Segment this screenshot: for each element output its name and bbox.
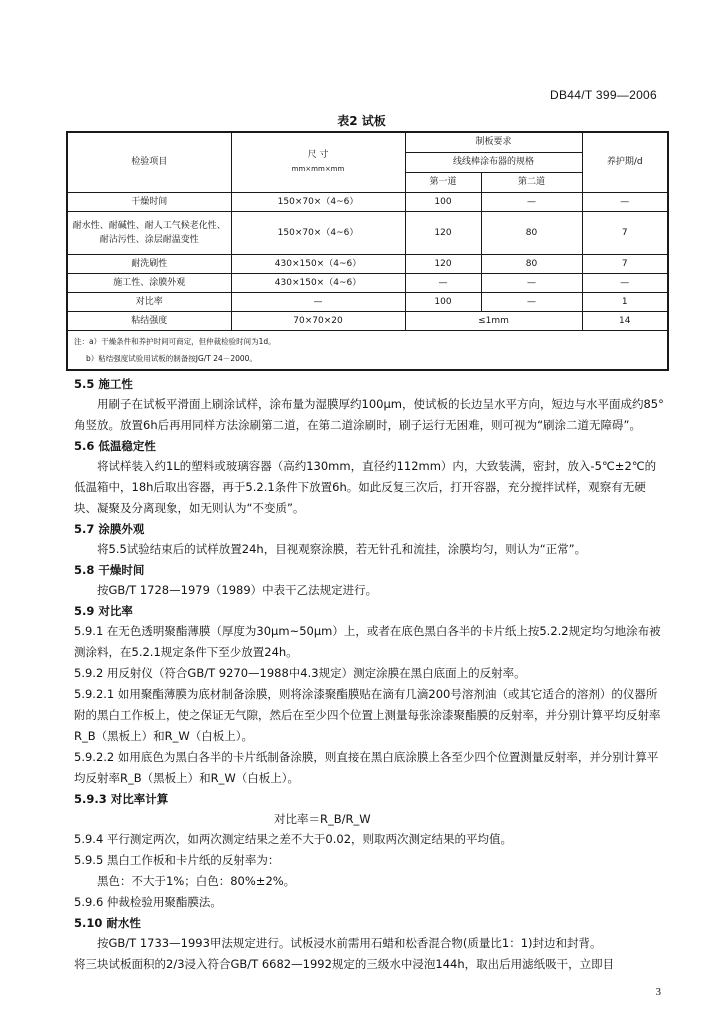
- page-number: 3: [655, 986, 661, 998]
- row-size: 430×150×（4~6）: [231, 273, 405, 292]
- section-heading: 5.8 干燥时间: [74, 563, 145, 577]
- row-item: 施工性、涂膜外观: [67, 273, 231, 292]
- table-header-row: [67, 132, 668, 152]
- section-heading: 5.9.3 对比率计算: [74, 792, 169, 806]
- row-cure: 7: [582, 211, 668, 254]
- body-text: [74, 374, 667, 975]
- row-size: 150×70×（4~6）: [231, 192, 405, 211]
- clause: 5.9.4 平行测定两次，如两次测定结果之差不大于0.02，则取两次测定结果的平均值。: [74, 832, 513, 846]
- table-row: [67, 192, 668, 211]
- row-second-coat: 80: [481, 254, 582, 273]
- table-row: [67, 254, 668, 273]
- section-heading: 5.9 对比率: [74, 604, 133, 618]
- row-prep-merged: ≤1mm: [405, 311, 582, 330]
- clause: 5.9.2.2 如用底色为黑白各半的卡片纸制备涂膜，则直接在黑白底涂膜上各至少四个位置测量反射率，并分别计算平均反射率R_B（黑板上）和R_W（白板上）。: [74, 750, 659, 785]
- header-first-coat: 第一道: [405, 172, 481, 192]
- row-cure: —: [582, 273, 668, 292]
- row-second-coat: 80: [481, 211, 582, 254]
- paragraph: 按GB/T 1733—1993甲法规定进行。试板浸水前需用石蜡和松香混合物(质量比1：1)封边和封背。: [97, 936, 602, 950]
- document-number: DB44/T 399—2006: [549, 88, 657, 102]
- row-item: 对比率: [67, 292, 231, 311]
- section-heading: 5.6 低温稳定性: [74, 439, 156, 453]
- row-first-coat: 100: [405, 192, 481, 211]
- table-note: b）粘结强度试验用试板的制备按JG/T 24－2000。: [86, 353, 257, 363]
- section-heading: 5.5 施工性: [74, 377, 133, 391]
- row-size: 430×150×（4~6）: [231, 254, 405, 273]
- row-cure: 7: [582, 254, 668, 273]
- paragraph: 黑色：不大于1%；白色：80%±2%。: [97, 874, 296, 888]
- header-cure: 养护期/d: [582, 132, 668, 192]
- table-title: 表2 试板: [337, 114, 386, 128]
- row-second-coat: —: [481, 292, 582, 311]
- table-note: 注：a）干燥条件和养护时间可商定，但仲裁检验时间为1d。: [74, 336, 276, 346]
- row-cure: —: [582, 192, 668, 211]
- row-first-coat: 120: [405, 254, 481, 273]
- clause: 5.9.1 在无色透明聚酯薄膜（厚度为30μm~50μm）上，或者在底色黑白各半的卡片纸上按5.2.2规定均匀地涂布被测涂料，在5.2.1规定条件下至少放置24h。: [74, 624, 661, 659]
- table-row: [67, 211, 668, 254]
- test-panel-table: [66, 131, 669, 371]
- row-item: 耐水性、耐碱性、耐人工气候老化性、耐沾污性、涂层耐温变性: [67, 211, 231, 254]
- table-notes-row: [67, 330, 668, 370]
- table-row: [67, 273, 668, 292]
- paragraph: 用刷子在试板平滑面上刷涂试样，涂布量为湿膜厚约100μm，使试板的长边呈水平方向，短边与水平面成约85°角竖放。放置6h后再用同样方法涂刷第二道，在第二道涂刷时，刷子运行无困难，则可视为“刷涂二道无障碍”。: [74, 397, 664, 432]
- row-second-coat: —: [481, 192, 582, 211]
- header-size: [231, 132, 405, 192]
- row-cure: 1: [582, 292, 668, 311]
- header-size-unit: mm×mm×mm: [291, 165, 345, 174]
- clause: 5.9.2.1 如用聚酯薄膜为底材制备涂膜，则将涂漆聚酯膜贴在滴有几滴200号溶剂油（或其它适合的溶剂）的仪器所附的黑白工作板上，使之保证无气隙，然后在至少四个位置上测量每张涂漆聚酯膜的反射率，并分别计算平均反射率R_B（黑板上）和R_W（白板上）。: [74, 687, 661, 743]
- row-item: 干燥时间: [67, 192, 231, 211]
- row-size: —: [231, 292, 405, 311]
- clause: 5.9.2 用反射仪（符合GB/T 9270—1988中4.3规定）测定涂膜在黑白底面上的反射率。: [74, 666, 526, 680]
- paragraph: 将试样装入约1L的塑料或玻璃容器（高约130mm，直径约112mm）内，大致装满，密封，放入-5℃±2℃的低温箱中，18h后取出容器，再于5.2.1条件下放置6h。如此反复三次后，打开容器，充分搅拌试样，观察有无硬块、凝聚及分离现象，如无则认为“不变质”。: [74, 459, 657, 515]
- header-applicator: 线线棒涂布器的规格: [405, 152, 582, 172]
- row-first-coat: —: [405, 273, 481, 292]
- row-size: 150×70×（4~6）: [231, 211, 405, 254]
- row-first-coat: 100: [405, 292, 481, 311]
- header-second-coat: 第二道: [481, 172, 582, 192]
- header-size-label: 尺 寸: [307, 150, 329, 161]
- clause: 5.9.6 仲裁检验用聚酯膜法。: [74, 895, 222, 909]
- paragraph: 将5.5试验结束后的试样放置24h，目视观察涂膜，若无针孔和流挂，涂膜均匀，则认为“正常”。: [97, 542, 587, 556]
- section-heading: 5.7 涂膜外观: [74, 522, 145, 536]
- table-notes: [67, 330, 668, 370]
- header-item: 检验项目: [67, 132, 231, 192]
- row-item: 耐洗刷性: [67, 254, 231, 273]
- row-cure: 14: [582, 311, 668, 330]
- row-size: 70×70×20: [231, 311, 405, 330]
- row-first-coat: 120: [405, 211, 481, 254]
- formula: 对比率＝R_B/R_W: [274, 812, 371, 826]
- row-item: 粘结强度: [67, 311, 231, 330]
- paragraph: 按GB/T 1728—1979（1989）中表干乙法规定进行。: [97, 583, 378, 597]
- clause: 5.9.5 黑白工作板和卡片纸的反射率为：: [74, 853, 280, 867]
- paragraph: 将三块试板面积的2/3浸入符合GB/T 6682—1992规定的三级水中浸泡144h，取出后用滤纸吸干，立即目: [74, 957, 615, 971]
- table-row: [67, 311, 668, 330]
- section-heading: 5.10 耐水性: [74, 916, 141, 930]
- header-prep: 制板要求: [405, 132, 582, 152]
- table-row: [67, 292, 668, 311]
- row-second-coat: —: [481, 273, 582, 292]
